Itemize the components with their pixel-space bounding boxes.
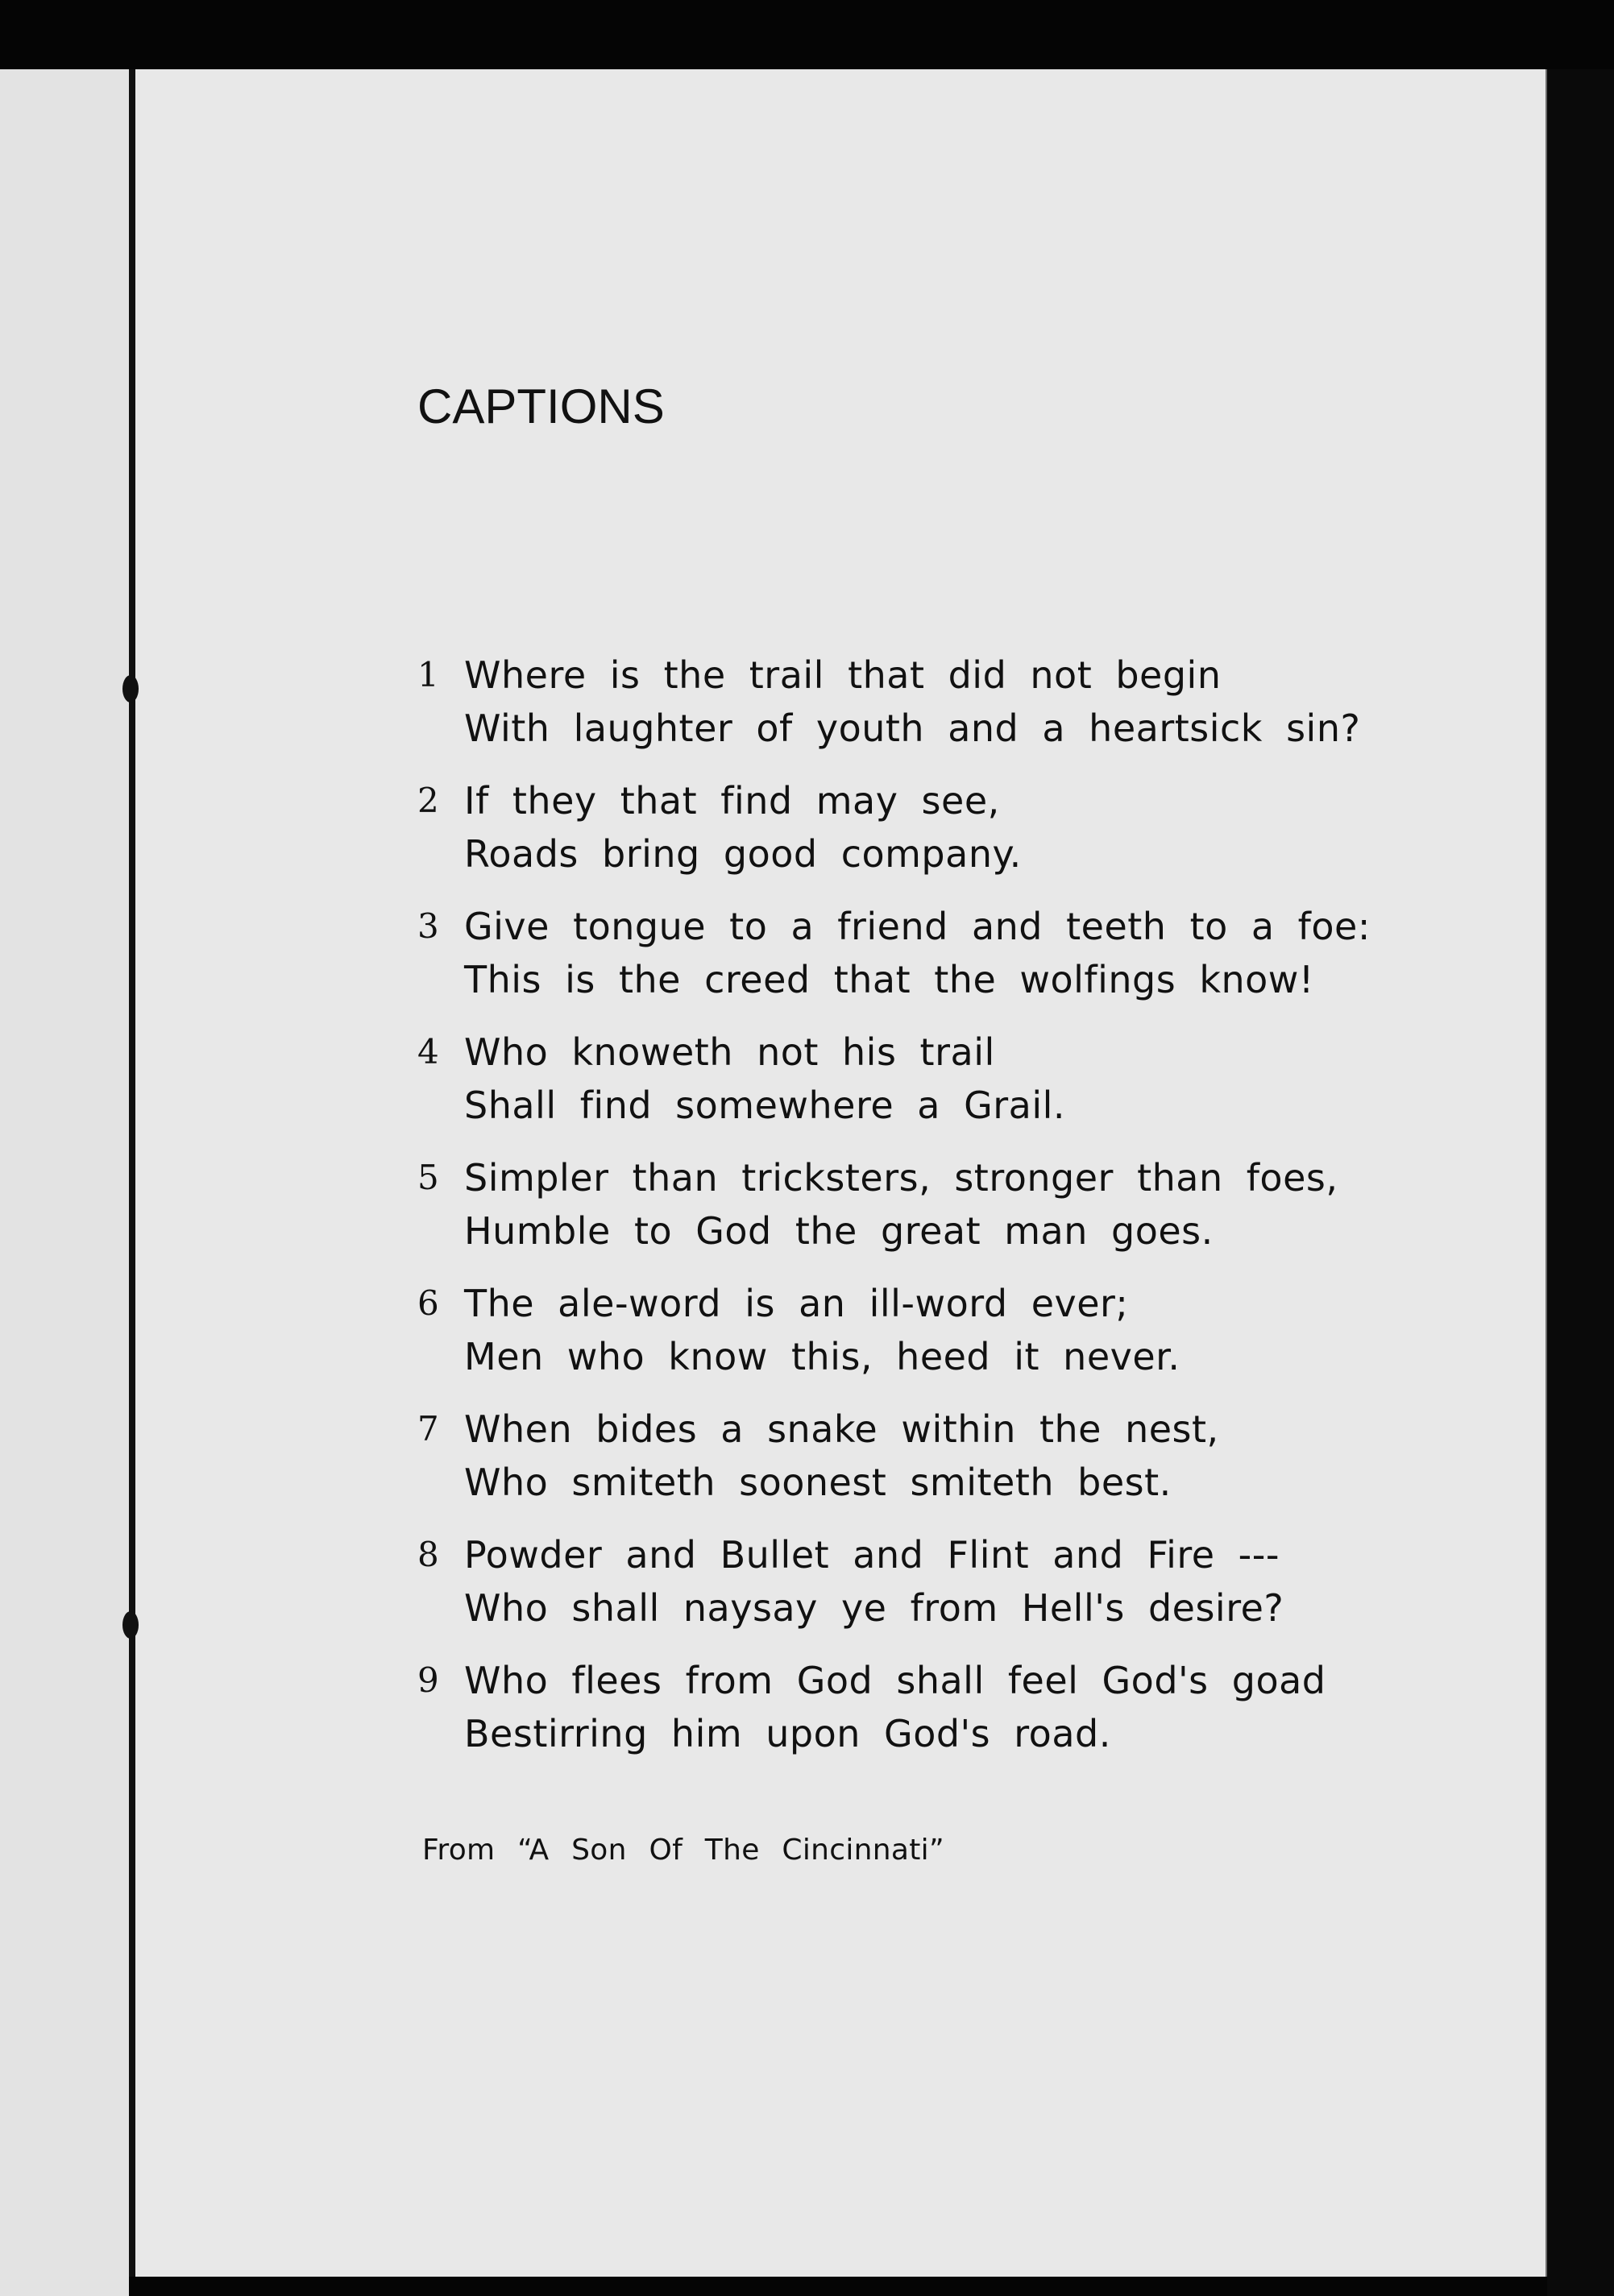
page-title: CAPTIONS [417,379,665,433]
verse-line: With laughter of youth and a heartsick sin? [464,707,1361,750]
verse-line: Give tongue to a friend and teeth to a foe: [464,905,1371,948]
caption-number: 1 [417,655,439,694]
verse-line: Who smiteth soonest smiteth best. [464,1461,1172,1504]
caption-number: 4 [417,1032,439,1071]
verse-line: The ale-word is an ill-word ever; [464,1282,1129,1325]
source-citation: From “A Son Of The Cincinnati” [422,1834,944,1867]
verse-line: Who flees from God shall feel God's goad [464,1659,1326,1702]
verse-line: Who shall naysay ye from Hell's desire? [464,1586,1284,1630]
caption-number: 9 [417,1660,439,1700]
caption-verse [464,900,1384,1006]
caption-item [417,774,1384,881]
caption-item [417,1277,1384,1383]
caption-item [417,1654,1384,1760]
caption-item [417,1528,1384,1635]
binding-mark [122,675,139,702]
caption-item [417,1403,1384,1509]
caption-number: 7 [417,1409,439,1448]
caption-item [417,900,1384,1006]
caption-item [417,1151,1384,1258]
verse-line: Simpler than tricksters, stronger than foes, [464,1156,1338,1200]
binding-gutter-line [129,69,135,2277]
caption-verse [464,1026,1384,1132]
verse-line: Humble to God the great man goes. [464,1209,1214,1253]
verse-line: Where is the trail that did not begin [464,653,1222,697]
caption-verse [464,1528,1384,1635]
caption-verse [464,1151,1384,1258]
caption-verse [464,1277,1384,1383]
verse-line: When bides a snake within the nest, [464,1407,1219,1451]
verse-line: Bestirring him upon God's road. [464,1712,1111,1755]
captions-list [417,649,1384,1780]
caption-verse [464,1654,1384,1760]
caption-number: 8 [417,1535,439,1574]
caption-number: 2 [417,781,439,820]
caption-verse [464,1403,1384,1509]
verse-line: Who knoweth not his trail [464,1030,995,1074]
caption-item [417,649,1384,755]
verse-line: Roads bring good company. [464,832,1022,876]
scan-top-border [0,0,1614,69]
caption-verse [464,649,1384,755]
binding-mark [122,1611,139,1639]
verse-line: Shall find somewhere a Grail. [464,1084,1066,1127]
caption-verse [464,774,1384,881]
caption-number: 6 [417,1283,439,1323]
facing-page-edge [0,0,129,2296]
verse-line: Powder and Bullet and Flint and Fire --- [464,1533,1280,1577]
caption-item [417,1026,1384,1132]
verse-line: If they that find may see, [464,779,1000,823]
scan-right-border [1547,69,1614,2296]
caption-number: 3 [417,906,439,946]
caption-number: 5 [417,1158,439,1197]
verse-line: Men who know this, heed it never. [464,1335,1180,1378]
verse-line: This is the creed that the wolfings know! [464,958,1314,1001]
